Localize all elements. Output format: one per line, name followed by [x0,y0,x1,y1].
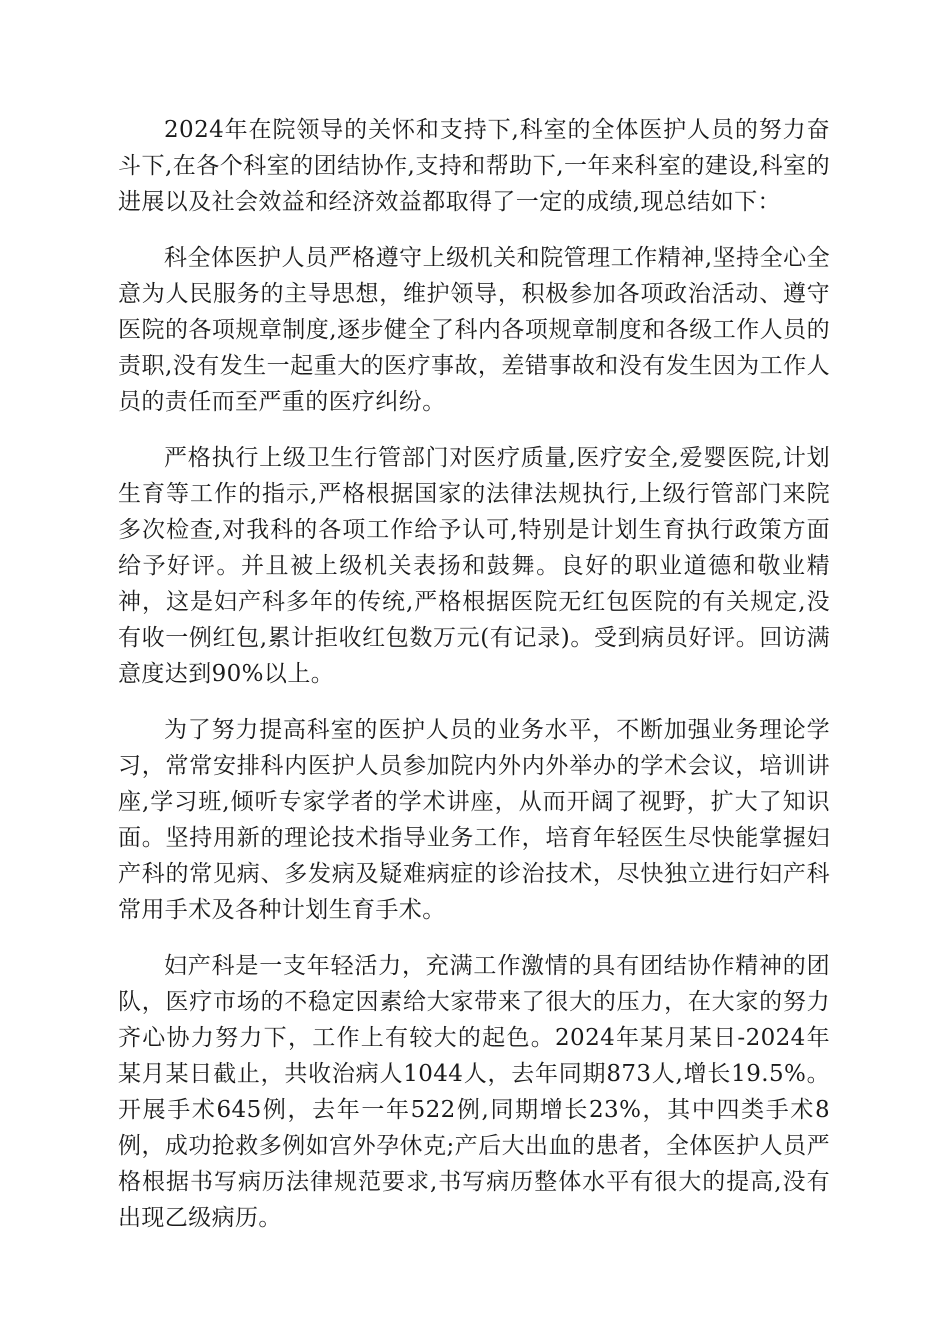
paragraph-compliance: 严格执行上级卫生行管部门对医疗质量,医疗安全,爱婴医院,计划生育等工作的指示,严格根据国家的法律法规执行,上级行管部门来院多次检查,对我科的各项工作给予认可,特别是计划生育执行政策方面给予好评。并且被上级机关表扬和鼓舞。良好的职业道德和敬业精神，这是妇产科多年的传统,严格根据医院无红包医院的有关规定,没有收一例红包,累计拒收红包数万元(有记录)。受到病员好评。回访满意度达到90%以上。 [118,445,830,687]
paragraph-training: 为了努力提高科室的医护人员的业务水平，不断加强业务理论学习，常常安排科内医护人员参加院内外内外举办的学术会议，培训讲座,学习班,倾听专家学者的学术讲座，从而开阔了视野，扩大了知识面。坚持用新的理论技术指导业务工作，培育年轻医生尽快能掌握妇产科的常见病、多发病及疑难病症的诊治技术，尽快独立进行妇产科常用手术及各种计划生育手术。 [118,717,830,923]
paragraph-intro: 2024年在院领导的关怀和支持下,科室的全体医护人员的努力奋斗下,在各个科室的团结协作,支持和帮助下,一年来科室的建设,科室的进展以及社会效益和经济效益都取得了一定的成绩,现总结如下： [118,117,830,215]
document-body [118,112,830,1256]
paragraph-discipline: 科全体医护人员严格遵守上级机关和院管理工作精神,坚持全心全意为人民服务的主导思想，维护领导，积极参加各项政治活动、遵守医院的各项规章制度,逐步健全了科内各项规章制度和各级工作人员的责职,没有发生一起重大的医疗事故，差错事故和没有发生因为工作人员的责任而至严重的医疗纠纷。 [118,245,830,415]
paragraph-performance: 妇产科是一支年轻活力，充满工作激情的具有团结协作精神的团队，医疗市场的不稳定因素给大家带来了很大的压力，在大家的努力齐心协力努力下，工作上有较大的起色。2024年某月某日-2024年某月某日截止，共收治病人1044人，去年同期873人,增长19.5%。开展手术645例，去年一年522例,同期增长23%，其中四类手术8例，成功抢救多例如宫外孕休克;产后大出血的患者，全体医护人员严格根据书写病历法律规范要求,书写病历整体水平有很大的提高,没有出现乙级病历。 [118,953,830,1231]
